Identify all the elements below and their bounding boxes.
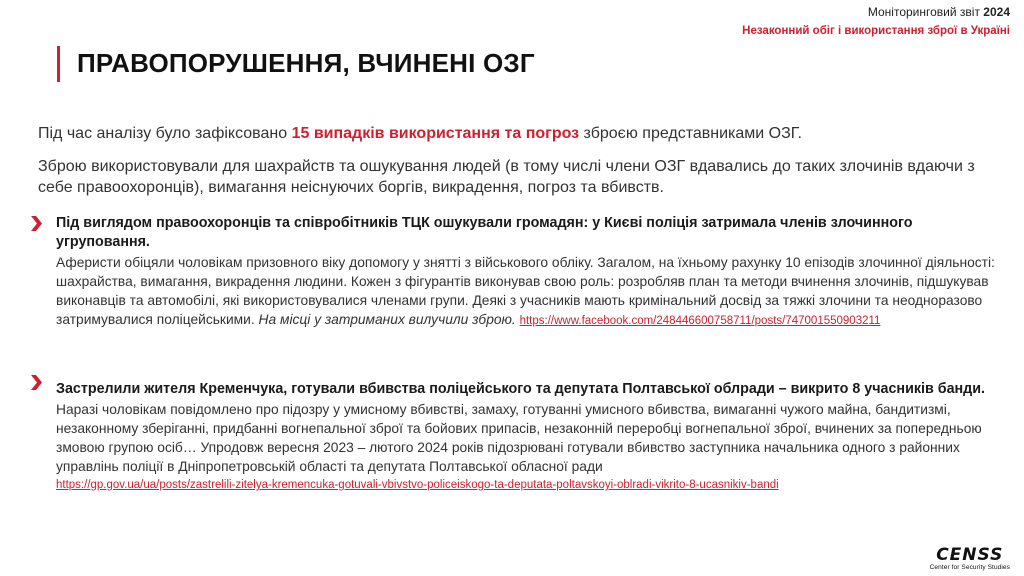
list-item bbox=[56, 214, 1006, 331]
report-year: 2024 bbox=[983, 5, 1010, 19]
intro-paragraph-2: Зброю використовували для шахрайств та ошукування людей (в тому числі члени ОЗГ вдавались до таких злочинів вдаючи з себе правоохоронців), вимагання неіснуючих боргів, викрадення, погроз та вбивств. bbox=[38, 158, 975, 196]
logo-wordmark: CENSS bbox=[936, 545, 1004, 565]
item-body: Аферисти обіцяли чоловікам призовного віку допомогу у знятті з військового обліку. Загалом, на їхньому рахунку 10 епізодів злочинної діяльності: шахрайства, вимагання, викрадення людини. Кожен з фігурантів виконував свою роль: розробляв план та методи вчинення злочинів, підшукував виконавців та автомобілі, які використовувалися членами групи. Деякі з учасників мають кримінальний досвід за тяжкі злочини та неодноразово затримувалися поліцейськими. bbox=[56, 255, 995, 327]
intro-paragraph bbox=[38, 125, 802, 143]
item-emphasis: На місці у затриманих вилучили зброю. bbox=[258, 312, 516, 327]
item-heading: Застрелили жителя Кременчука, готували вбивства поліцейського та депутата Полтавської облради – викрито 8 учасників банди. bbox=[56, 381, 986, 397]
title-accent-bar bbox=[57, 46, 60, 82]
item-body: Наразі чоловікам повідомлено про підозру у умисному вбивстві, замаху, готуванні умисного вбивства, вимаганні чужого майна, бандитизмі, незаконному зберіганні, придбанні вогнепальної зброї та бойових припасів, незаконній переробці вогнепальної зброї, вчинених за попередньою змовою групою осіб… Упродовж вересня 2023 – лютого 2024 років підозрювані готували вбивство заступника начальника одного з районних управлінь поліції в Дніпропетровській області та депутата Полтавської обласної ради bbox=[56, 402, 982, 474]
source-link[interactable]: https://gp.gov.ua/ua/posts/zastrelili-zitelya-kremencuka-gotuvali-vbivstvo-policeiskogo-ta-deputata-poltavskoyi-oblradi-vikrito-8-ucasnikiv-bandi bbox=[56, 479, 779, 491]
report-label bbox=[868, 5, 1010, 19]
censs-logo bbox=[930, 547, 1010, 572]
source-link[interactable]: https://www.facebook.com/248446600758711/posts/747001550903211 bbox=[519, 315, 881, 327]
logo-tagline: Center for Security Studies bbox=[929, 564, 1010, 571]
chevron-right-icon bbox=[30, 216, 42, 231]
report-label-text: Моніторинговий звіт bbox=[867, 5, 980, 19]
item-heading: Під виглядом правоохоронців та співробітників ТЦК ошукували громадян: у Києві поліція затримала членів злочинного угруповання. bbox=[56, 215, 913, 250]
list-item bbox=[56, 380, 1006, 495]
intro-highlight: 15 випадків використання та погроз bbox=[291, 125, 580, 142]
intro-before: Під час аналізу було зафіксовано bbox=[38, 125, 292, 142]
intro-after: зброєю представниками ОЗГ. bbox=[579, 125, 802, 142]
report-subtitle: Незаконний обіг і використання зброї в Україні bbox=[742, 25, 1010, 37]
page-title: ПРАВОПОРУШЕННЯ, ВЧИНЕНІ ОЗГ bbox=[77, 48, 535, 78]
chevron-right-icon bbox=[30, 375, 42, 390]
